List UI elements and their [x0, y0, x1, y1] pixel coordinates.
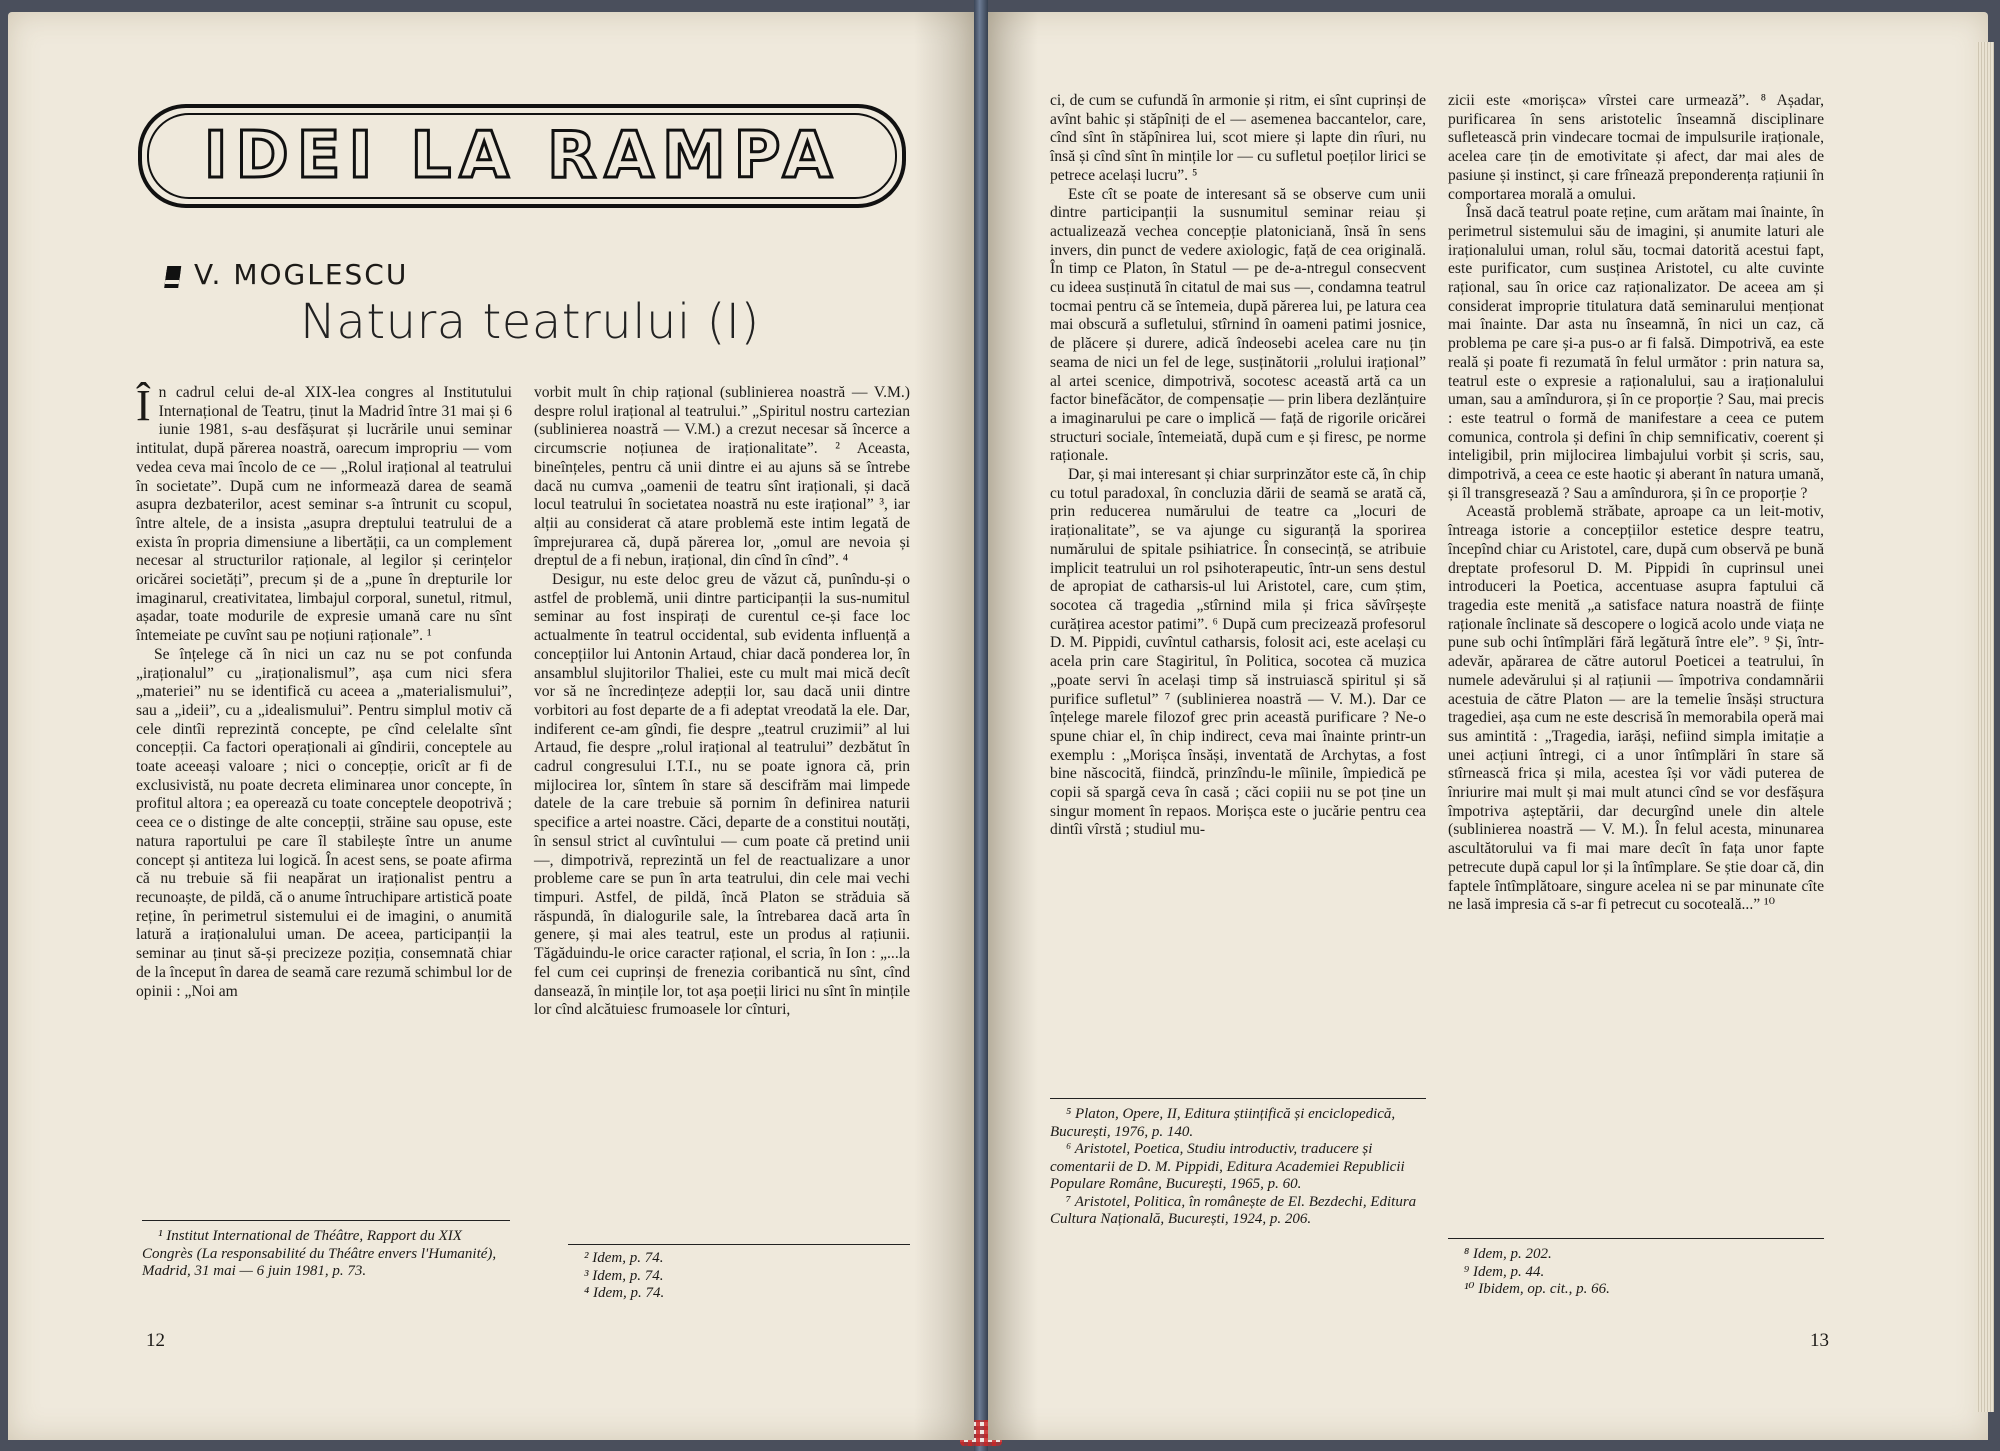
- footnote-rule: [1050, 1098, 1426, 1099]
- section-banner: [138, 104, 906, 208]
- footnotes-right-col1: [1050, 1106, 1426, 1229]
- paragraph: Această problemă străbate, aproape ca un leit-motiv, întreaga istorie a concepțiilor estetice despre teatru, începînd chiar cu Aristotel, care, după cum observă pe bună dreptate profesorul D. M. Pippidi în cuprinsul unei introduceri la Poetica, accentuase asupra faptului că tragedia este menită „a satisface natura noastră de ființe raționale înclinate să descopere o logică acolo unde viața ne pune sub ochi întîmplări fără legătură între ele”. ⁹ Și, într-adevăr, apărarea de către autorul Poeticei a teatrului, în numele adevărului și al rațiunii — împotriva condamnării acestuia de către Platon — are la temelie însăși structura tragediei, așa cum ne este descrisă în memorabila operă mai sus amintită : „Tragedia, iarăși, nefiind simpla imitație a unei acțiuni întregi, ci a unor întîmplări în stare să stîrnească frica și mila, acestea își vor vădi puterea de înriurire mai mult și mai mult atunci cînd se vor desfășura împotriva așteptării, dar decurgînd unele din altele (sublinierea noastră — V. M.). În felul acesta, minunarea ascultătorului va fi mai mare decît în fața unor fapte petrecute după capul lor și la întîmplare. Se știe doar că, din faptele întîmplătoare, singure acelea ni se par minunate cîte ne lasă impresia că s-ar fi petrecut cu socoteală...” ¹⁰: [1448, 503, 1824, 914]
- footnotes-right-col2: [1448, 1246, 1824, 1299]
- footnotes-left-col1: [142, 1228, 512, 1281]
- author-name: V. MOGLESCU: [194, 258, 409, 291]
- footnote: ² Idem, p. 74.: [584, 1250, 664, 1266]
- right-page: [988, 12, 1988, 1440]
- author-bullet-icon: [165, 266, 182, 284]
- footnote: ⁷ Aristotel, Politica, în românește de El. Bezdechi, Editura Cultura Națională, București, 1924, p. 206.: [1050, 1193, 1417, 1227]
- paragraph: vorbit mult în chip rațional (sublinierea noastră — V.M.) despre rolul irațional al teatrului.” „Spiritul nostru cartezian (sublinierea noastră — V.M.) a crezut necesar să încerce a circumscrie noțiunea de iraționalitate”. ² Aceasta, bineînțeles, pentru că unii dintre ei au ajuns să se întrebe dacă nu cumva „oamenii de teatru sînt iraționali, și dacă locul teatrului în societatea noastră nu este irațional” ³, iar alții au considerat că atare problemă este intim legată de împrejurarea că, după părerea lor, „omul are nevoia și dreptul de a fi nebun, irațional, din cînd în cînd”. ⁴: [534, 384, 910, 570]
- footnote: ¹ Institut International de Théâtre, Rapport du XIX Congrès (La responsabilité du Théâtre envers l'Humanité), Madrid, 31 mai — 6 juin 1981, p. 73.: [142, 1228, 497, 1279]
- author-line: [166, 258, 408, 291]
- footnote: ⁹ Idem, p. 44.: [1464, 1263, 1545, 1280]
- footnotes-left-col2: [568, 1250, 908, 1303]
- book-binding: [974, 0, 988, 1451]
- drop-cap: Î: [136, 381, 151, 430]
- footnote: ⁸ Idem, p. 202.: [1464, 1246, 1552, 1262]
- paragraph: zicii este «morișca» vîrstei care urmează”. ⁸ Așadar, purificarea în sens aristotelic înseamnă disciplinare sufletească prin vindecare tocmai de impulsurile iraționale, acelea care țin de emotivitate și afect, dar mai ales de pasiune și instinct, și care frînează preponderența rațiunii în comportarea morală a omului.: [1448, 92, 1824, 203]
- footnote: ⁶ Aristotel, Poetica, Studiu introductiv, traducere și comentarii de D. M. Pippidi, Editura Academiei Republicii Populare Române, București, 1965, p. 60.: [1050, 1141, 1405, 1192]
- page-number: 13: [1810, 1330, 1829, 1351]
- footnote: ¹⁰ Ibidem, op. cit., p. 66.: [1464, 1281, 1610, 1297]
- right-column-2: [1448, 92, 1824, 915]
- page-number: 12: [146, 1330, 165, 1351]
- footnote-rule: [142, 1220, 510, 1221]
- paragraph: Însă dacă teatrul poate reține, cum arătam mai înainte, în perimetrul sistemului său de imagini, și anumite laturi ale iraționalului uman, rolul său, tocmai datorită acestui fapt, este purificator, cum susținea Aristotel, cu alte cuvinte rațional, sau în orice caz raționalizator. De aceea am și considerat improprie titulatura dată seminarului menționat mai înainte. Dar asta nu înseamnă, în nici un caz, că problema pe care și-a pus-o ar fi falsă. Dimpotrivă, ea este reală și poate fi rezumată în felul următor : prin natura sa, teatrul este o expresie a raționalului, sau a iraționalului uman, sau a amîndurora, și în ce proporție ? Sau, mai precis : este teatrul o formă de manifestare a ceea ce putem comunica, controla și defini în chip semnificativ, coerent și inteligibil, prin mijlocirea limbajului vorbit și scris, sau, dimpotrivă, a ceea ce este haotic și aberant în natura umană, și îl transgresează ? Sau a amîndurora, și în ce proporție ?: [1448, 204, 1824, 502]
- left-page: [8, 12, 974, 1440]
- footnote-rule: [568, 1244, 910, 1245]
- page-edge: [1976, 42, 1994, 1412]
- paragraph: Dar, și mai interesant și chiar surprinzător este că, în chip cu totul paradoxal, în concluzia dării de seamă se arată că, prin reducerea numărului de teatre ca „locuri de iraționalitate”, se va ajunge cu siguranță la sporirea numărului de spitale psihiatrice. În consecință, se atribuie implicit teatrului un rol psihoterapeutic, într-un sens destul de apropiat de catharsis-ul lui Aristotel, care, cum știm, socotea că tragedia „stîrnind mila și frica săvîrșește curățirea acestor patimi”. ⁶ După cum precizează profesorul D. M. Pippidi, cuvîntul catharsis, folosit aci, este același cu acela prin care Stagiritul, în Politica, socotea că muzica „poate servi în același timp să instruiască spiritul și să purifice sufletul” ⁷ (sublinierea noastră — V. M.). Dar ce înțelege marele filozof grec prin această purificare ? Ne-o spune chiar el, în chip indirect, ceva mai înainte printr-un exemplu : „Morișca însăși, inventată de Archytas, a fost bine născocită, fiindcă, prinzîndu-le mîinile, împiedică pe copii să spargă ceva în casă ; căci copiii nu se pot ține un singur moment în repaos. Morișca este o jucărie pentru cea dintîi vîrstă ; studiul mu-: [1050, 466, 1426, 839]
- footnote: ³ Idem, p. 74.: [584, 1267, 664, 1284]
- right-column-1: [1050, 92, 1426, 840]
- left-column-1: [136, 381, 512, 1001]
- paragraph: Se înțelege că în nici un caz nu se pot confunda „iraționalul” cu „iraționalismul”, așa cum nici sfera „materiei” nu se identifică cu aceea a „materialismului”, sau a „ideii”, cu a „idealismului”. Pentru simplul motiv că cele dintîi reprezintă concepte, pe cînd celelalte sînt concepții. Ca factori operaționali ai gîndirii, conceptele au toate aceeași valoare ; nici o concepție, oricît ar fi de exclusivistă, nu poate decreta eliminarea unor concepte, în profitul altora ; ea operează cu toate conceptele deopotrivă ; ceea ce o distinge de alte concepții, străine sau opuse, este natura raportului pe care îl stabilește între un anume concept și antiteza lui logică. În acest sens, se poate afirma că nu trebuie să fii neapărat un iraționalist pentru a recunoaște, de pildă, că o anume întruchipare artistică poate reține, în perimetrul sistemului ei de imagini, o anumită latură a iraționalului uman. De aceea, participanții la seminar au ținut să-și precizeze poziția, consemnată chiar de la început în darea de seamă care rezumă schimbul lor de opinii : „Noi am: [136, 645, 512, 1000]
- paragraph: Desigur, nu este deloc greu de văzut că, punîndu-și o astfel de problemă, unii dintre participanții la sus-numitul seminar au fost inspirați de curentul ce-și face loc actualmente în teatrul occidental, sub evidenta influență a concepțiilor lui Antonin Artaud, chiar dacă ponderea lor, în ansamblul slujitorilor Thaliei, este cu mult mai mică decît vor să ne încredințeze adepții lor, sau dacă unii dintre vorbitori au fost departe de a fi adeptat vreodată la ele. Dar, indiferent ce-am gîndi, fie despre „teatrul cruzimii” al lui Artaud, fie despre „rolul irațional al teatrului” dezbătut în cadrul congresului I.T.I., nu se poate ignora că, prin mijlocirea lor, sîntem în stare să descifrăm mai limpede datele de la care trebuie să pornim în definirea naturii specifice a artei noastre. Căci, departe de a constitui noutăți, în sensul strict al cuvîntului — cum poate că pretind unii —, dimpotrivă, reprezintă un fel de reactualizare a unor probleme care se pun în arta teatrului, din cele mai vechi timpuri. Astfel, de pildă, încă Platon se străduia să răspundă, în dialogurile sale, la întrebarea dacă arta în genere, și mai ales teatrul, este un produs al rațiunii. Tăgăduindu-le orice caracter rațional, el scria, în Ion : „...la fel cum cei cuprinși de frenezia coribantică nu sînt, cînd dansează, în mințile lor, tot așa poeții lirici nu sînt în mințile lor cînd alcătuiesc frumoasele lor cînturi,: [534, 571, 910, 1019]
- footnote: ⁵ Platon, Opere, II, Editura științifică și enciclopedică, București, 1976, p. 140.: [1050, 1106, 1396, 1140]
- paragraph: În cadrul celui de-al XIX-lea congres al Institutului Internațional de Teatru, ținut la Madrid între 31 mai și 6 iunie 1981, s-au desfășurat și lucrările unui seminar intitulat, după părerea noastră, oarecum impropriu — vom vedea ceva mai încolo de ce — „Rolul irațional al teatrului în societate”. După cum ne informează darea de seamă asupra dezbaterilor, acest seminar s-a întrunit cu scopul, între altele, de a insista „asupra dreptului teatrului de a exista în propria dimensiune a libertății, ca un complement necesar al structurilor raționale, al legilor și cerințelor oricărei societăți”, precum și de a „pune în drepturile lor imaginarul, creativitatea, limbajul corporal, sunetul, ritmul, așadar, toate modurile de expresie umană care nu sînt întemeiate pe cuvînt sau pe noțiuni raționale”. ¹: [136, 381, 512, 645]
- left-column-2: [534, 384, 910, 1020]
- footnote: ⁴ Idem, p. 74.: [584, 1285, 665, 1301]
- banner-title: IDEI LA RAMPA: [203, 119, 841, 193]
- article-title: Natura teatrului (I): [300, 294, 760, 350]
- footnote-rule: [1448, 1238, 1824, 1239]
- paragraph: Este cît se poate de interesant să se observe cum unii dintre participanții la susnumitul seminar reiau și actualizează vechea concepție platoniciană, însă în sens invers, din punct de vedere axiologic, față de cea originală. În timp ce Platon, în Statul — pe de-a-ntregul consecvent cu ideea susținută în citatul de mai sus —, condamna teatrul tocmai pentru că se întemeia, după părerea lui, pe latura cea mai obscură a sufletului, stîrnind în oameni patimi josnice, de plăcere și durere, adică îndeosebi acelea care nu țin seama de nici un fel de lege, susținătorii „rolului irațional” al artei scenice, dimpotrivă, socotesc această artă ca un factor binefăcător, de compensație — prin libera dezlănțuire a imaginarului pe care o implică — față de rigorile oricărei structuri sociale, întemeiată, după cum e și firesc, pe norme raționale.: [1050, 185, 1426, 465]
- paragraph: ci, de cum se cufundă în armonie și ritm, ei sînt cuprinși de avînt bahic și stăpîniți de el — asemenea baccantelor, care, cînd sînt în stăpînirea lui, scot miere și lapte din rîuri, nu însă și cînd sînt în mințile lor — cu sufletul poeților lirici se petrece același lucru”. ⁵: [1050, 92, 1426, 184]
